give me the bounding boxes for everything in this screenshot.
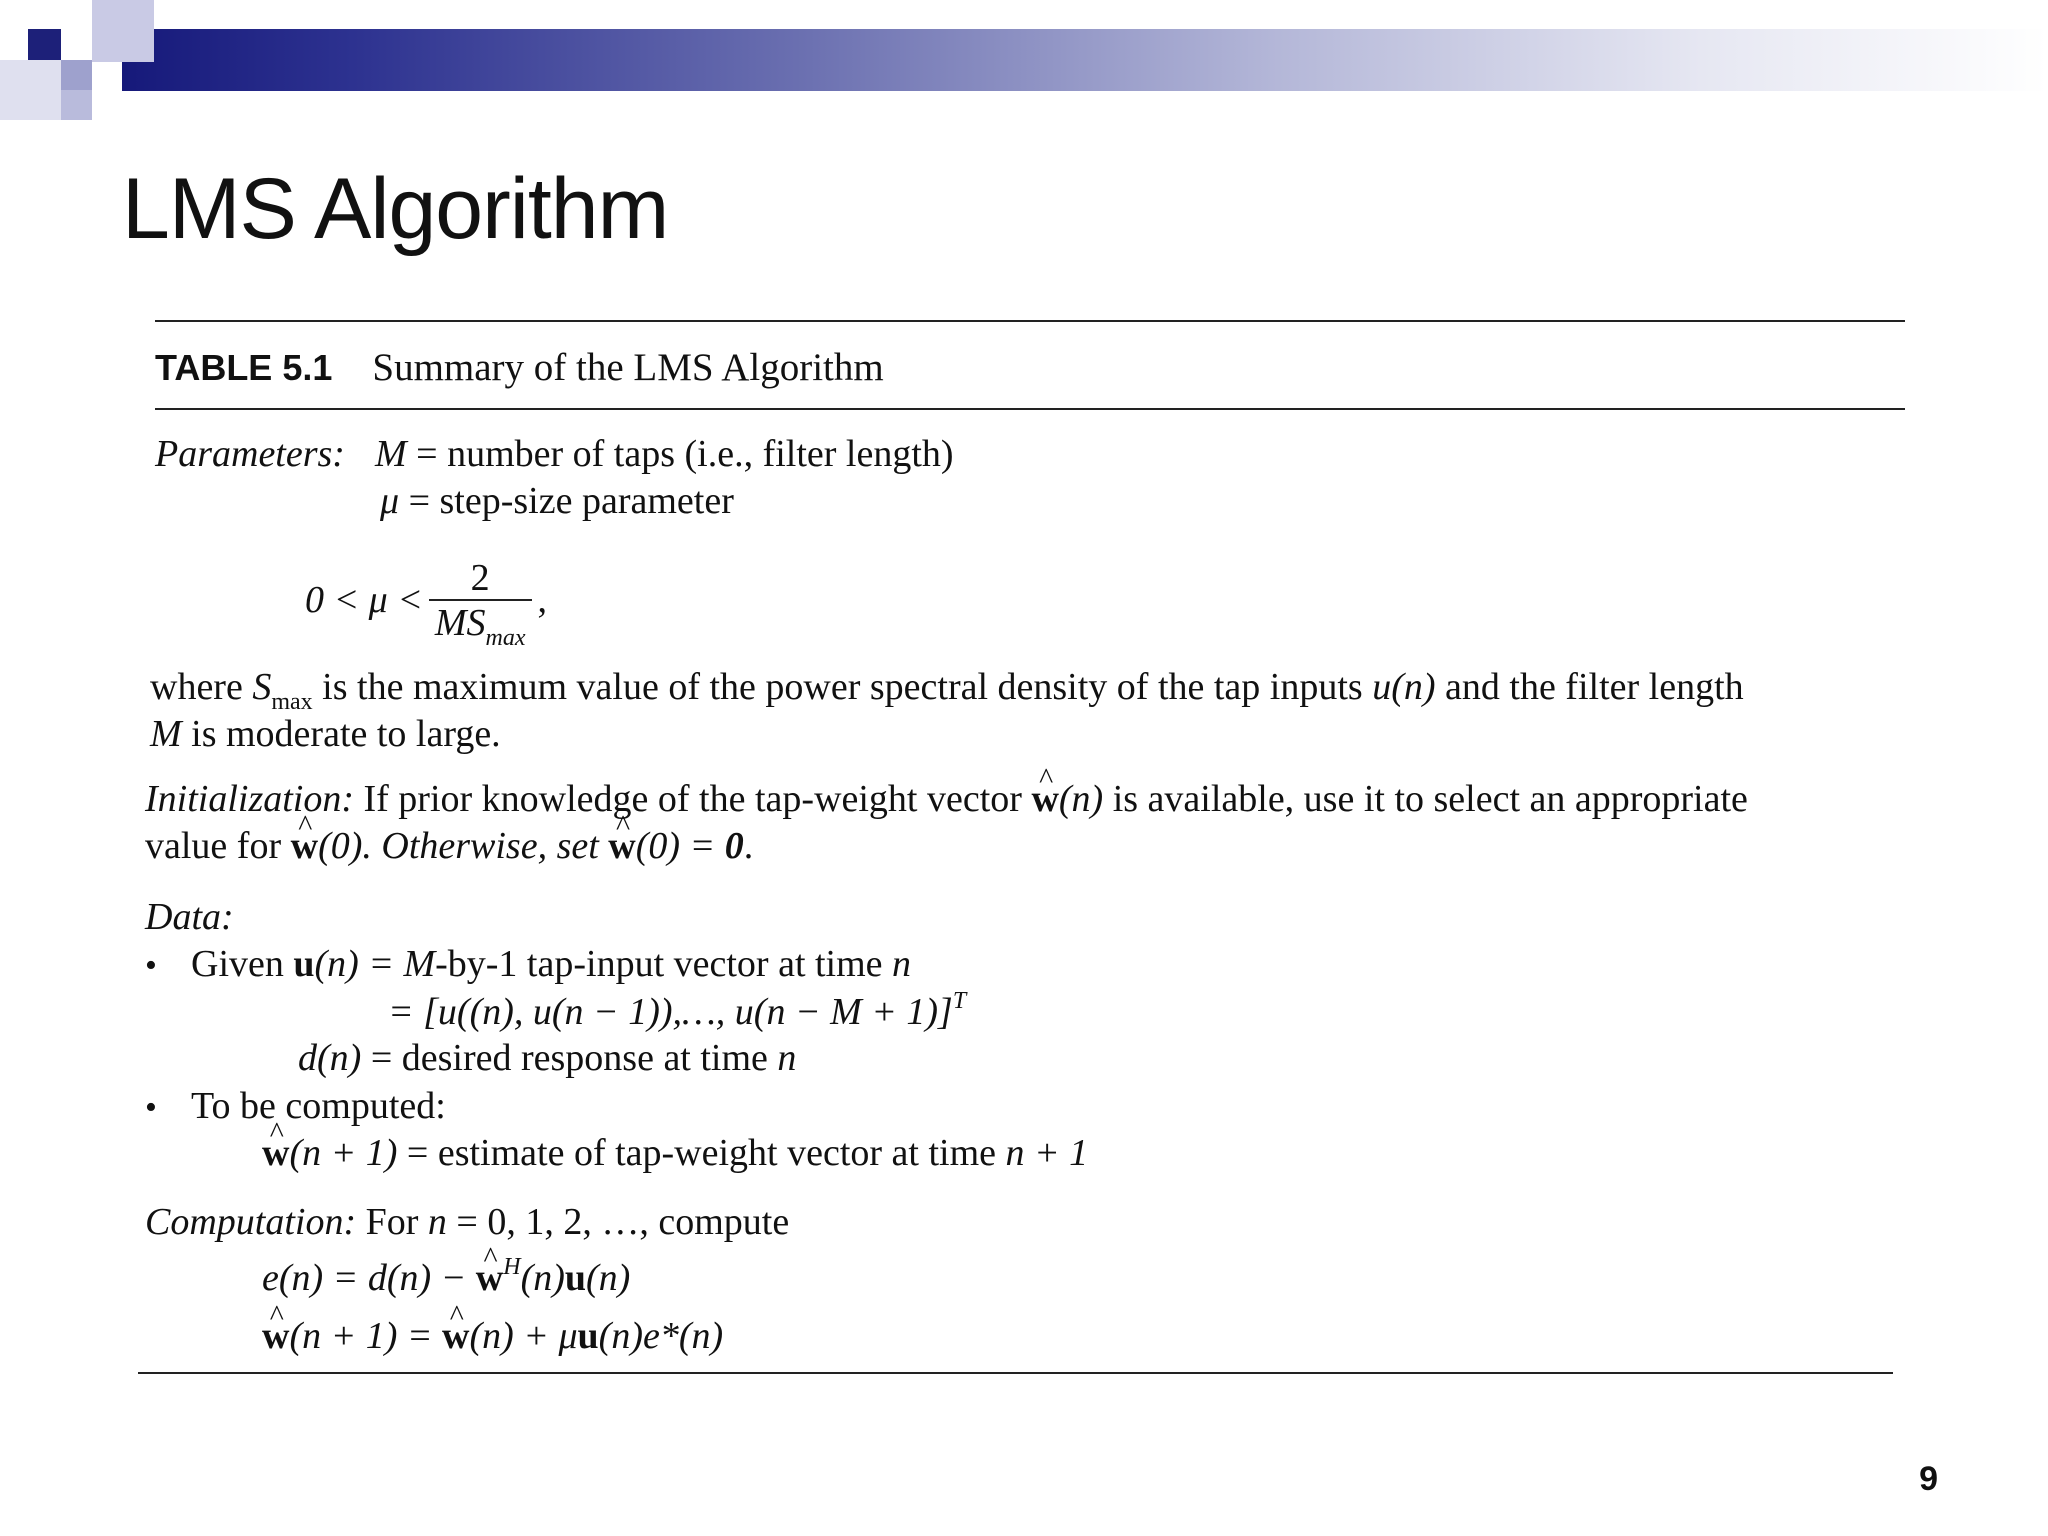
w-hat-symbol: ^ w (262, 1131, 289, 1175)
eq2-lhs: (n + 1) = (289, 1315, 443, 1357)
bound-fraction (429, 557, 532, 650)
initialization-label: Initialization: (145, 778, 354, 820)
bound-denominator-text: MS (434, 601, 486, 644)
initialization-line-2 (145, 824, 753, 868)
where-line-1 (150, 665, 1744, 714)
computation-label: Computation: (145, 1201, 357, 1243)
bound-denominator-sub: max (485, 624, 526, 651)
step-size-bound: 0 < μ < $\frac{2}{MS_{max}}$ , (305, 556, 547, 651)
where-text-c: is the maximum value of the power spectral density of the tap inputs (312, 666, 1373, 708)
page-number: 9 (1919, 1460, 1938, 1498)
init-text-2c: (0) = (635, 825, 725, 867)
slide-title: LMS Algorithm (122, 161, 669, 257)
eq1-arg2: (n) (586, 1257, 631, 1299)
parameters-label: Parameters: (155, 433, 345, 475)
to-be-computed-label: To be computed: (191, 1085, 446, 1127)
m-definition: number of taps (i.e., filter length) (447, 433, 954, 475)
where-text-2b: is moderate to large. (181, 713, 501, 755)
where-text-a: where (150, 666, 253, 708)
data-desired-line (298, 1036, 796, 1080)
decor-square (92, 0, 154, 62)
table-bottom-rule (138, 1372, 1893, 1374)
m-symbol-2: M (150, 713, 182, 755)
u-n-symbol: u(n) (1372, 666, 1436, 708)
init-text-c: is available, use it to select an appropriate (1103, 778, 1748, 820)
update-equation (262, 1314, 723, 1358)
decor-square (28, 29, 61, 60)
given-text: Given (191, 943, 294, 985)
init-text-b: (n) (1058, 778, 1104, 820)
gradient-bar (122, 29, 2048, 91)
bound-numerator: 2 (470, 556, 490, 599)
estimate-def: = estimate of tap-weight vector at time (397, 1132, 1006, 1174)
for-text: For (356, 1201, 428, 1243)
init-text-a: If prior knowledge of the tap-weight vector (354, 778, 1032, 820)
init-period: . (743, 825, 754, 867)
mu-definition: step-size parameter (439, 480, 734, 522)
computation-line (145, 1200, 789, 1244)
mu-symbol: μ (380, 480, 400, 522)
for-n: n (427, 1201, 447, 1243)
w-hat-symbol: ^ w (291, 824, 318, 868)
time-n-plus-1: n + 1 (1005, 1132, 1089, 1174)
m-symbol: M (374, 433, 407, 475)
w-hat-symbol: ^ w (1031, 777, 1058, 821)
bound-denominator (429, 599, 532, 650)
u-vector-symbol: u (293, 943, 315, 985)
w-next-arg: (n + 1) (289, 1132, 398, 1174)
initialization-line-1 (145, 777, 1748, 821)
data-given-line (145, 942, 911, 988)
table-caption (155, 345, 884, 390)
decor-square (61, 60, 92, 90)
u-vector-symbol: u (577, 1315, 599, 1357)
eq2-mid: (n) + μ (469, 1315, 578, 1357)
data-compute-line (145, 1084, 446, 1130)
init-text-2a: value for (145, 825, 291, 867)
parameters-mu-line: μ = step-size parameter (380, 480, 734, 522)
parameters-m-line: Parameters: M = number of taps (i.e., filter length) (155, 433, 954, 475)
data-vector-line (388, 990, 966, 1039)
for-rest: = 0, 1, 2, …, compute (446, 1201, 790, 1243)
data-estimate-line (262, 1131, 1088, 1175)
hermitian-sup: H (503, 1254, 521, 1280)
bullet: • (145, 947, 157, 984)
bound-left: 0 < μ < (305, 579, 423, 621)
w-hat-symbol: ^ w (262, 1314, 289, 1358)
eq2-end: (n)e*(n) (598, 1315, 724, 1357)
bullet: • (145, 1089, 157, 1126)
d-n-symbol: d(n) (298, 1037, 362, 1079)
u-vector-symbol: u (564, 1257, 587, 1299)
transpose-sup: T (952, 988, 967, 1014)
table-title: Summary of the LMS Algorithm (372, 346, 884, 389)
init-text-2b: (0). Otherwise, set (318, 825, 609, 867)
table-top-rule (155, 320, 1905, 322)
w-hat-symbol: ^ w (608, 824, 635, 868)
where-line-2 (150, 712, 501, 756)
given-m: M (403, 943, 436, 985)
where-text-e: and the filter length (1435, 666, 1744, 708)
eq1-arg: (n) (520, 1257, 565, 1299)
decor-square (0, 60, 61, 120)
w-hat-symbol: ^ w (476, 1256, 503, 1300)
eq1-lhs: e(n) = d(n) − (262, 1257, 476, 1299)
decor-square (61, 90, 92, 120)
given-def: -by-1 tap-input vector at time (435, 943, 893, 985)
u-vector-expansion: = [u((n), u(n − 1)),…, u(n − M + 1)] (388, 991, 953, 1033)
desired-def: = desired response at time (361, 1037, 778, 1079)
table-number: TABLE 5.1 (155, 347, 333, 388)
time-n: n (892, 943, 912, 985)
s-max-sub: max (271, 689, 313, 715)
w-hat-symbol: ^ w (442, 1314, 469, 1358)
data-label: Data: (145, 896, 234, 938)
given-eq: (n) = (314, 943, 404, 985)
header-banner (0, 0, 2048, 125)
s-max-symbol: S (252, 666, 272, 708)
time-n: n (777, 1037, 797, 1079)
zero-vector: 0 (724, 825, 744, 867)
table-header-rule (155, 408, 1905, 410)
